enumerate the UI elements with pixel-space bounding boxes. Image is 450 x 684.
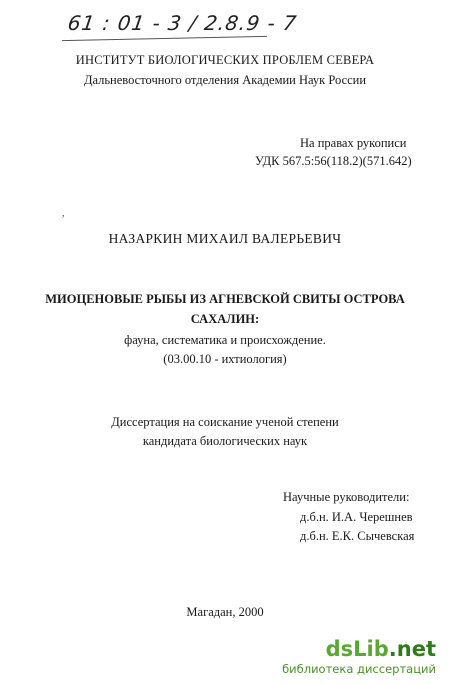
- supervisor-item: д.б.н. И.А. Черешнев: [300, 510, 413, 524]
- author-name: НАЗАРКИН МИХАИЛ ВАЛЕРЬЕВИЧ: [108, 231, 342, 246]
- manuscript-rights: На правах рукописи: [300, 136, 407, 150]
- institute-branch: Дальневосточного отделения Академии Наук России: [83, 73, 367, 87]
- scan-speck: ,: [62, 208, 65, 219]
- institute-name: ИНСТИТУТ БИОЛОГИЧЕСКИХ ПРОБЛЕМ СЕВЕРА: [75, 53, 375, 67]
- supervisors-heading: Научные руководители:: [283, 490, 410, 504]
- degree-line-2: кандидата биологических наук: [142, 434, 308, 448]
- city-year: Магадан, 2000: [186, 605, 264, 619]
- udk-code: УДК 567.5:56(118.2)(571.642): [255, 154, 412, 168]
- thesis-specialty: (03.00.10 - ихтиология): [163, 352, 287, 366]
- degree-line-1: Диссертация на соискание ученой степени: [111, 415, 339, 429]
- dslib-logo: [282, 638, 436, 660]
- handwritten-archive-code: 61 : 01 - 3 / 2.8.9 - 7: [66, 11, 299, 35]
- watermark-subtitle: библиотека диссертаций: [282, 662, 436, 676]
- thesis-title-line-2: САХАЛИН:: [190, 312, 260, 326]
- logo-tld: .net: [388, 637, 436, 661]
- handwritten-underline: [62, 36, 267, 41]
- dslib-watermark[interactable]: [282, 638, 436, 676]
- thesis-title-line-1: МИОЦЕНОВЫЕ РЫБЫ ИЗ АГНЕВСКОЙ СВИТЫ ОСТРОВА: [45, 292, 405, 306]
- supervisor-item: д.б.н. Е.К. Сычевская: [300, 529, 415, 543]
- thesis-subtitle: фауна, систематика и происхождение.: [124, 333, 326, 347]
- logo-main: dsLib: [325, 637, 389, 661]
